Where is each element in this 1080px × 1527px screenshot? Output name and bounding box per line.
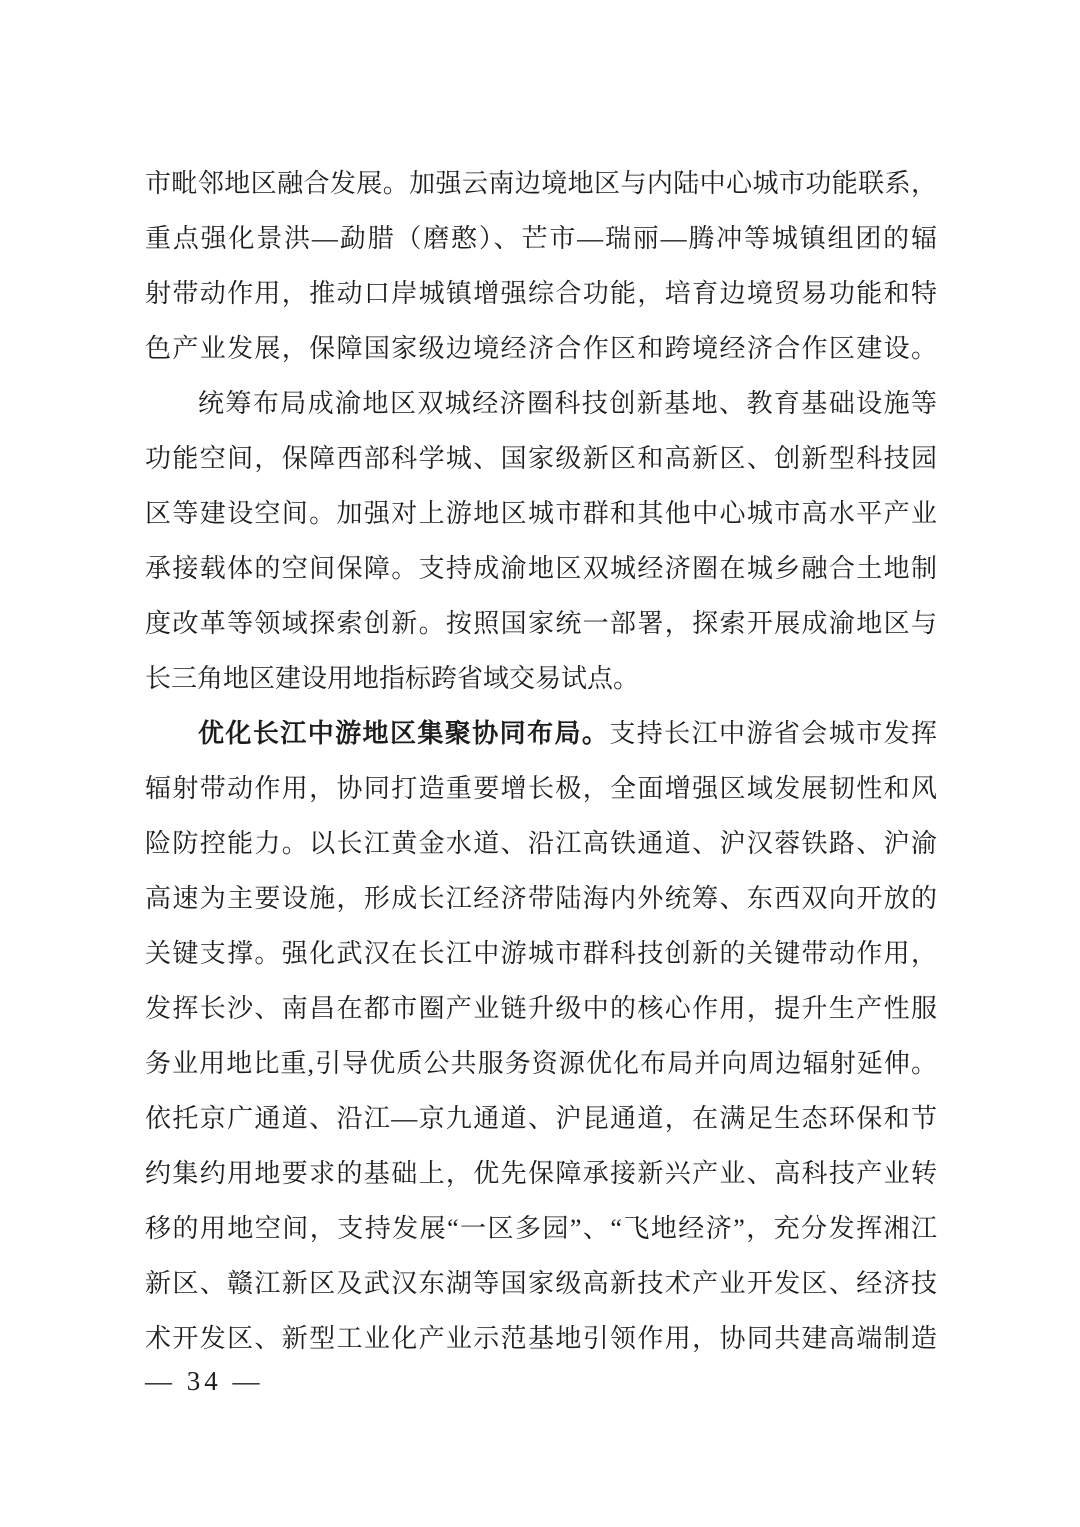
text-line: 新区、赣江新区及武汉东湖等国家级高新技术产业开发区、经济技 bbox=[145, 1269, 937, 1298]
text-line: 重点强化景洪—勐腊（磨憨）、芒市—瑞丽—腾冲等城镇组团的辐 bbox=[145, 224, 937, 253]
text-line: 依托京广通道、沿江—京九通道、沪昆通道，在满足生态环保和节 bbox=[145, 1104, 937, 1133]
document-body bbox=[145, 156, 937, 1366]
text-line: 度改革等领域探索创新。按照国家统一部署，探索开展成渝地区与 bbox=[145, 609, 937, 638]
text-line: 险防控能力。以长江黄金水道、沿江高铁通道、沪汉蓉铁路、沪渝 bbox=[145, 829, 937, 858]
paragraph-3 bbox=[145, 706, 937, 1366]
paragraph-1 bbox=[145, 156, 937, 376]
paragraph-2 bbox=[145, 376, 937, 706]
page-number: — 34 — bbox=[145, 1366, 264, 1396]
text-line: 色产业发展，保障国家级边境经济合作区和跨境经济合作区建设。 bbox=[145, 334, 937, 363]
text-line: 术开发区、新型工业化产业示范基地引领作用，协同共建高端制造 bbox=[145, 1324, 937, 1353]
text-line: 区等建设空间。加强对上游地区城市群和其他中心城市高水平产业 bbox=[145, 499, 937, 528]
text-line: 射带动作用，推动口岸城镇增强综合功能，培育边境贸易功能和特 bbox=[145, 279, 937, 308]
text-line: 辐射带动作用，协同打造重要增长极，全面增强区域发展韧性和风 bbox=[145, 774, 937, 803]
text-line: 长三角地区建设用地指标跨省域交易试点。 bbox=[145, 664, 640, 693]
text-line: 发挥长沙、南昌在都市圈产业链升级中的核心作用，提升生产性服 bbox=[145, 994, 937, 1023]
text-line bbox=[145, 706, 937, 761]
text-line: 功能空间，保障西部科学城、国家级新区和高新区、创新型科技园 bbox=[145, 444, 937, 473]
text-line: 统筹布局成渝地区双城经济圈科技创新基地、教育基础设施等 bbox=[198, 389, 937, 418]
text-line: 市毗邻地区融合发展。加强云南边境地区与内陆中心城市功能联系， bbox=[145, 169, 937, 198]
text-line: 约集约用地要求的基础上，优先保障承接新兴产业、高科技产业转 bbox=[145, 1159, 937, 1188]
text-line: 高速为主要设施，形成长江经济带陆海内外统筹、东西双向开放的 bbox=[145, 884, 937, 913]
paragraph-lead-heading: 优化长江中游地区集聚协同布局。 bbox=[198, 719, 610, 748]
text-line: 关键支撑。强化武汉在长江中游城市群科技创新的关键带动作用， bbox=[145, 939, 937, 968]
paragraph-lead-rest: 支持长江中游省会城市发挥 bbox=[609, 719, 937, 748]
text-line: 务业用地比重,引导优质公共服务资源优化布局并向周边辐射延伸。 bbox=[145, 1049, 937, 1078]
text-line: 承接载体的空间保障。支持成渝地区双城经济圈在城乡融合土地制 bbox=[145, 554, 937, 583]
text-line: 移的用地空间，支持发展“一区多园”、“飞地经济”，充分发挥湘江 bbox=[145, 1214, 937, 1243]
